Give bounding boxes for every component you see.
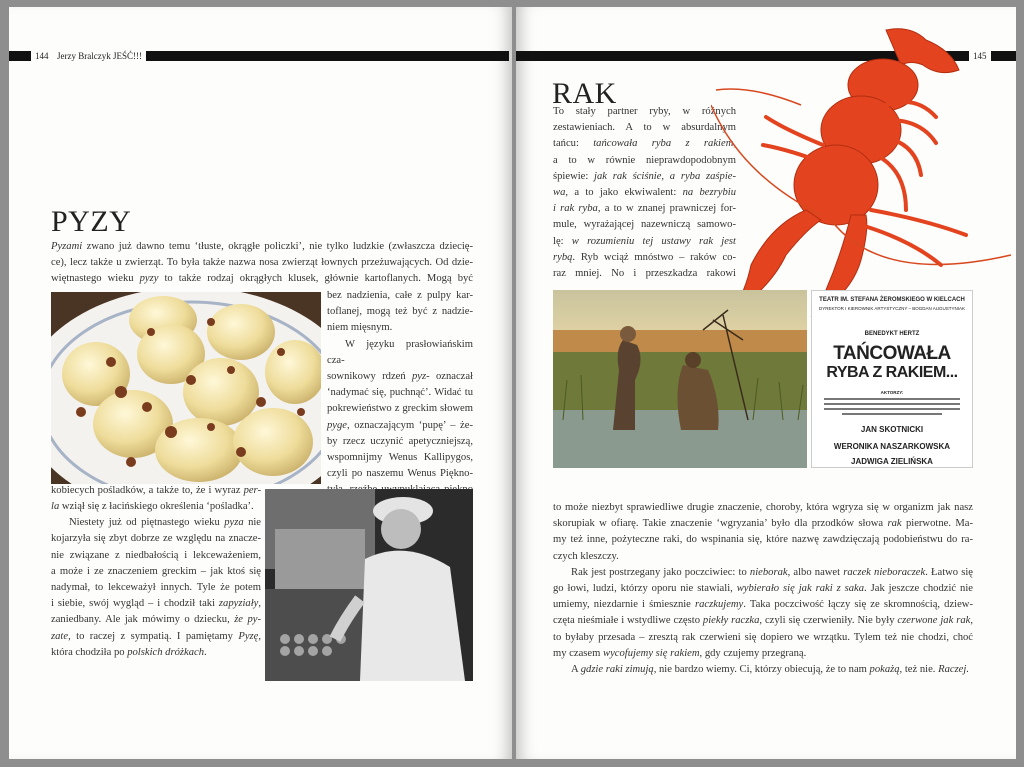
text-line: To stały partner ryby, w różnych — [553, 106, 736, 117]
text-line: toflanej, mogą też być z nadzie- — [327, 306, 473, 318]
text-line: która chodziła po polskich dróżkach. — [51, 646, 207, 658]
continuation-line — [51, 483, 261, 499]
poster-title-1: TAŃCOWAŁA — [833, 343, 951, 364]
poster-director: JAN SKOTNICKI — [860, 425, 924, 434]
section-title-pyzy: PYZY — [51, 205, 132, 238]
text-line: nie związane z niedbałością i lekceważeniem, — [51, 549, 261, 561]
text-line: umiemy, niezdarnie i śmiesznie raczkujemy. Taka poczciwość łączy się ze skromnością, dziew- — [553, 599, 973, 611]
poster-cast-block — [812, 397, 972, 419]
text-line: wa, a to jako ekwiwalent: na bezrybiu — [553, 187, 736, 199]
text-line: a może i ze znaczeniem greckim – jak ktoś się — [51, 565, 261, 577]
text-line: a to w równie nieprawdopodobnym — [553, 154, 736, 166]
text-line: A gdzie raki zimują, nie bardzo wiemy. Ci, którzy obiecują, że to nam pokażą, też nie. Raczej. — [571, 664, 969, 676]
text-line: mule, wyrażającej nazewniczą samowo- — [553, 219, 736, 231]
crayfish-catchers-painting — [553, 290, 807, 468]
left-page — [9, 7, 512, 759]
text-line: więtnastego wieku pyzy to także rodzaj okrągłych klusek, głównie kartoflanych. Mogą być — [51, 273, 473, 285]
text-line: raz mniej. No i przeszkadza rakowi — [553, 268, 736, 280]
pyza-meaning-paragraph — [51, 499, 261, 661]
text-line: śpiewie: jak rak ściśnie, a ryba zaśpie- — [553, 170, 737, 182]
text-line: i siebie, swój wygląd – i chodził taki zapyziały, — [51, 598, 261, 610]
text-line: Niestety już od piętnastego wieku pyza nie — [69, 517, 262, 529]
text-line: kojarzyła się zbyt dobrze ze względu na znacze- — [51, 533, 261, 545]
text-line: zate, to raczej z sympatią. I pamiętamy Pyzę, — [51, 630, 261, 642]
text-line: skorupiak w ofiarę. Takie znaczenie ‘wgryzania’ było dla przodków słowa rak pierwotne. Ma- — [553, 518, 973, 530]
text-line: tańcu: tańcowała ryba z rakiem, — [553, 138, 736, 150]
text-line: i rak ryba, a to w znanej prawniczej for- — [553, 203, 736, 215]
text-line: sownikowy rdzeń pyz- oznaczał — [327, 371, 473, 383]
text-line: zestawieniach. A to w absurdalnym — [553, 122, 736, 134]
page-number: 144 — [31, 50, 53, 62]
text-line: ‘nadymać się, puchnąć’. Widać tu — [327, 387, 473, 399]
rak-intro-paragraph — [553, 104, 736, 282]
section-title-rak: RAK — [552, 77, 617, 110]
poster-subheader: DYREKTOR I KIEROWNIK ARTYSTYCZNY – BOGDAN AUGUSTYNIAK — [818, 306, 966, 311]
text-line: wspomnijmy Wenus Kallipygos, — [327, 452, 473, 464]
text-line: bez nadzienia, całe z pulpy kar- — [327, 290, 473, 301]
text-line: niem mięsnym. — [327, 322, 393, 334]
text-line: rybą. Ryb wciąż mnóstwo – raków co- — [553, 251, 736, 263]
theatre-poster — [811, 290, 973, 468]
text-line: częta nieśmiałe i wstydliwe często piekły raczka, czyli się czerwieniły. Nie były czerwone jak rak, — [553, 615, 973, 627]
beside-photo-text — [327, 288, 473, 499]
text-line: my też inne, pożyteczne raki, do wspinania się, które nazwę zawdzięczają podobieństwu do ra- — [553, 534, 973, 546]
text-line: czyli po naszemu Wenus Piękno- — [327, 468, 473, 480]
cooked-crayfish-image — [711, 25, 1016, 320]
rak-main-text — [553, 500, 973, 678]
text-line: czych kleszczy. — [553, 550, 619, 562]
text-line: Pyzami zwano już dawno temu ‘tłuste, okrągłe policzki’, nie tylko ludzkie (zwłaszcza dziecię- — [51, 241, 473, 252]
kitchen-archive-photo — [265, 489, 473, 681]
text-line: la wziął się z łacińskiego określenia ‘pośladka’. — [51, 501, 254, 512]
text-line: Rak jest postrzegany jako poczciwiec: to nieborak, albo nawet raczek nieboraczek. Łatwo się — [571, 566, 973, 578]
text-line: kobiecych pośladków, a także to, że i wyraz per- — [51, 485, 261, 496]
text-line: pokrewieństwo z greckim słowem — [327, 403, 473, 415]
poster-music: JADWIGA ZIELIŃSKA — [851, 457, 933, 466]
text-line: to byłaby przesada – zresztą rak czerwieni się dopiero we wrzątku. Tylem też nie chodzi, choć — [553, 631, 973, 643]
running-head: Jerzy Bralczyk JEŚĆ!!! — [53, 50, 146, 62]
poster-scenography: WERONIKA NASZARKOWSKA — [833, 442, 951, 451]
text-line: W języku prasłowiańskim cza- — [327, 338, 473, 366]
poster-header: TEATR IM. STEFANA ŻEROMSKIEGO W KIELCACH — [819, 297, 965, 303]
poster-author: BENEDYKT HERTZ — [864, 331, 920, 337]
text-line: lę: w rozumieniu tej ustawy rak jest — [553, 235, 736, 247]
pyzy-dumplings-photo — [51, 292, 321, 484]
text-line: nadymał, to lekceważył innych. Tyle że potem — [51, 582, 261, 594]
text-line: my czasem wycofujemy się rakiem, gdy czujemy przegraną. — [553, 647, 807, 659]
poster-cast-label: AKTORZY: — [880, 390, 904, 395]
intro-paragraph — [51, 239, 473, 288]
right-page — [516, 7, 1016, 759]
text-line: to może niezbyt sprawiedliwe drugie znaczenie, choroby, która wgryza się w organizm jak nasz — [553, 502, 973, 513]
text-line: by rzecz uczynić apetyczniejszą, — [327, 435, 473, 447]
poster-title-2: RYBA Z RAKIEM... — [826, 364, 958, 381]
text-line: go łowi, ludzi, którzy oporu nie stawiali, wybierało się jak raki z saka. Jak jeszcze chodzić nie — [553, 583, 973, 595]
page-number: 145 — [969, 50, 991, 62]
text-line: pyge, oznaczającym ‘pupę’ – że- — [327, 419, 473, 431]
text-line: ce), lecz także u zwierząt. To była także nazwa nosa zwierząt łownych przeżuwających. Od dzie- — [51, 257, 473, 269]
text-line: zaniedbany. Ale jak mówimy o dziecku, że py- — [51, 614, 262, 626]
